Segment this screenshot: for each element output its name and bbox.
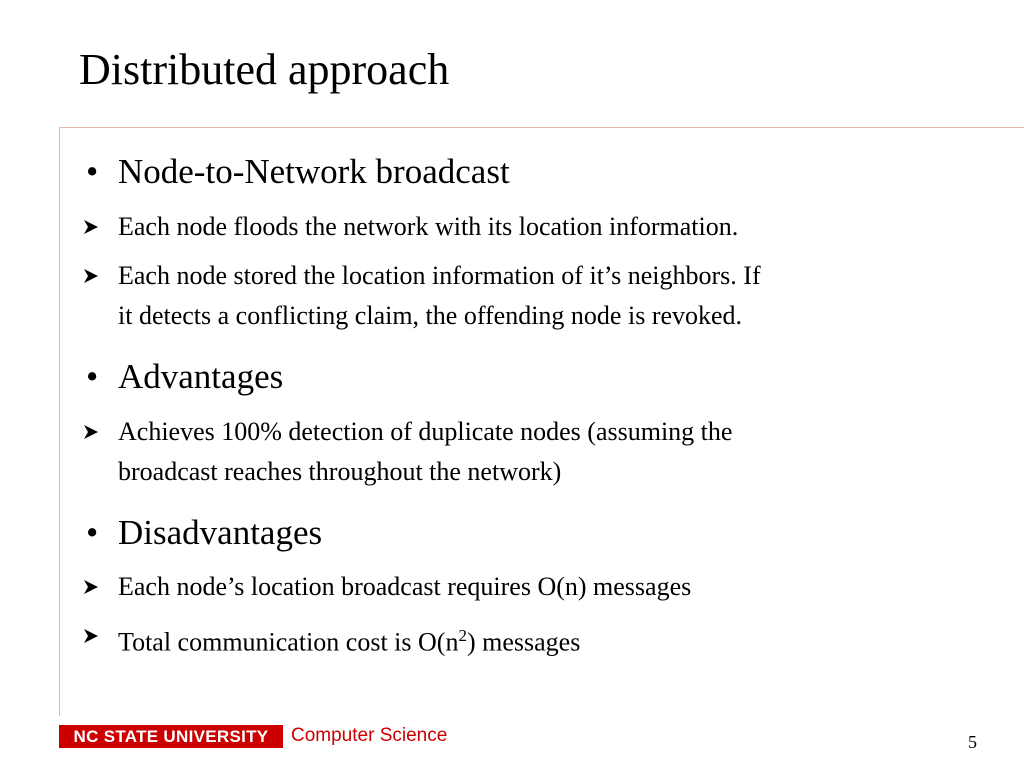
sub-bullet-text: Each node stored the location information of it’s neighbors. If (118, 261, 761, 290)
sub-bullet-text-part: ) messages (466, 627, 581, 657)
sub-bullet-text (118, 616, 580, 663)
sub-bullet-text-part: Total communication cost is O(n (118, 627, 459, 657)
left-margin-rule (59, 127, 60, 716)
arrowhead-bullet-icon (83, 219, 99, 235)
sub-bullet-text: broadcast reaches throughout the network) (118, 457, 562, 486)
bullet-text: Node-to-Network broadcast (118, 152, 510, 191)
bullet-dot-icon: • (86, 357, 99, 396)
page-number: 5 (968, 732, 977, 752)
bullet-text: Advantages (118, 357, 284, 396)
arrowhead-bullet-icon (83, 424, 99, 440)
bullet-dot-icon: • (86, 152, 99, 191)
arrowhead-bullet-icon (83, 268, 99, 284)
bullet-text: Disadvantages (118, 513, 323, 552)
slide-title: Distributed approach (79, 45, 450, 94)
sub-bullet-text: Each node floods the network with its location information. (118, 212, 739, 241)
sub-bullet-text: it detects a conflicting claim, the offending node is revoked. (118, 301, 743, 330)
logo-text: NC STATE UNIVERSITY (73, 726, 269, 746)
nc-state-logo (59, 725, 283, 748)
bullet-dot-icon: • (86, 513, 99, 552)
arrowhead-bullet-icon (83, 628, 99, 644)
arrowhead-bullet-icon (83, 579, 99, 595)
sub-bullet-text: Achieves 100% detection of duplicate nodes (assuming the (118, 417, 733, 446)
sub-bullet-text: Each node’s location broadcast requires O(n) messages (118, 572, 692, 601)
superscript-exponent: 2 (458, 626, 467, 645)
title-divider (59, 127, 1024, 128)
department-name: Computer Science (291, 725, 448, 746)
